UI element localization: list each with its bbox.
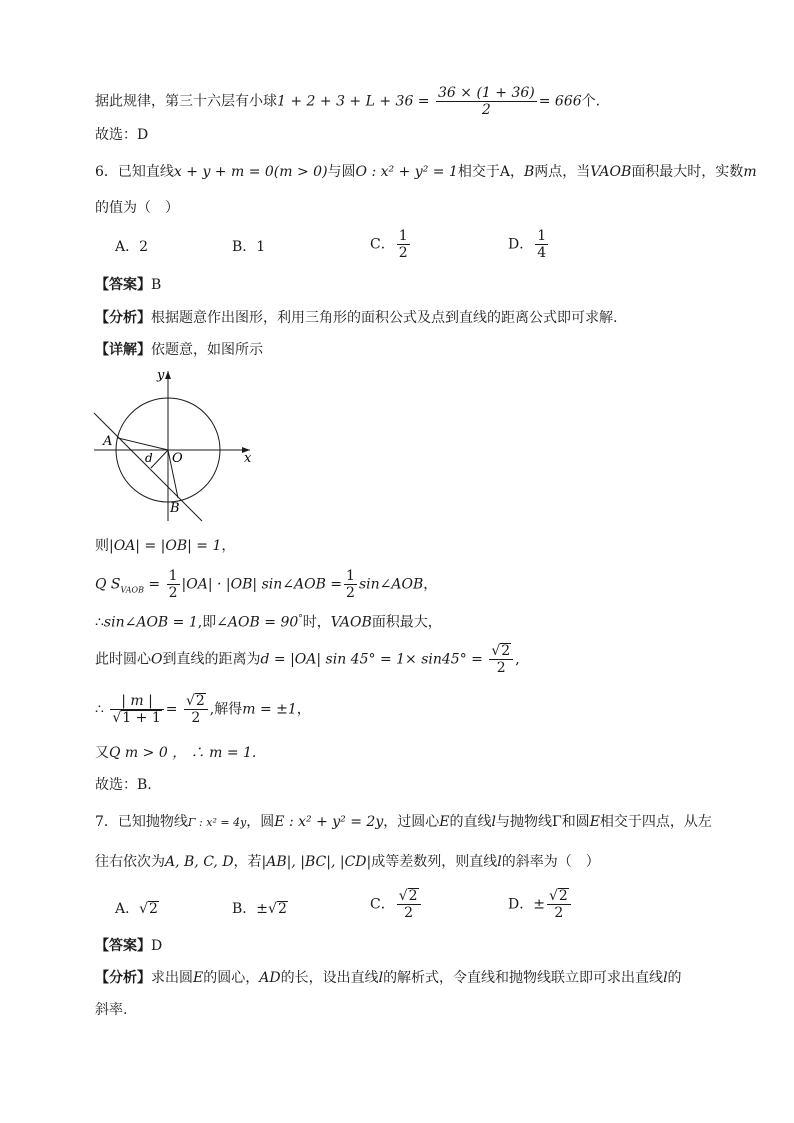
fraction: $\frac{36 \times (1 + 36)}{2}$ [438,85,535,118]
q7-analysis-cont: 斜率. [95,1002,128,1018]
answer-5: 故选：D [95,127,149,143]
label-a: A [103,434,113,449]
text: 据此规律，第三十六层有小球 [95,93,277,110]
math-expr: 1 + 2 + 3 + L + 36 = [277,93,430,110]
math-expr: = 666 [538,93,582,110]
q6-detail: 【详解】依题意，如图所示 [95,342,263,358]
q6-stem-line2: 的值为（ ） [95,200,179,216]
q6-stem-line1: 6．已知直线x + y + m = 0(m > 0)与圆O : x² + y² = 1相交于A，B两点，当VAOB面积最大时，实数m [95,164,757,180]
q7-option-a[interactable]: A．√2 [115,901,158,917]
secant-line [94,413,202,521]
q6-step-4: 此时圆心O到直线的距离为d = |OA| sin 45° = 1× sin45° = $\frac{√2}{2}$ , [95,643,520,676]
q7-option-c[interactable]: C． $\frac{√2}{2}$ [370,888,423,921]
q6-step-1: 则|OA| = |OB| = 1， [95,538,236,554]
q6-step-2: Q $S_{VAOB}$ = $\frac{1}{2}$ |OA| · |OB| sin∠AOB = $\frac{1}{2}$ sin∠AOB， [95,568,438,601]
q7-analysis: 【分析】求出圆E的圆心，AD的长，设出直线l的解析式，令直线和抛物线联立即可求出直线l的 [95,970,682,986]
intro-line: 据此规律，第三十六层有小球1 + 2 + 3 + L + 36 = $\frac{36 \times (1 + 36)}{2}$ = 666个. [95,85,601,118]
q6-option-a[interactable]: A．2 [115,239,149,255]
q7-stem-line1: 7．已知抛物线Γ : x² = 4y，圆E : x² + y² = 2y，过圆心E的直线l与抛物线Γ和圆E相交于四点，从左 [95,814,712,830]
label-d: d [145,451,153,465]
q6-step-6: 又Q m > 0 ， ∴ m = 1. [95,745,257,761]
q6-option-c[interactable]: C． $\frac{1}{2}$ [370,228,408,261]
q7-option-d[interactable]: D．± $\frac{√2}{2}$ [508,888,573,921]
label-b: B [170,501,180,516]
label-y: y [157,368,165,383]
q7-option-b[interactable]: B．±√2 [232,901,287,917]
label-x: x [244,451,252,466]
q7-answer: 【答案】D [95,938,163,954]
q6-final: 故选：B. [95,777,152,793]
q6-analysis: 【分析】根据题意作出图形，利用三角形的面积公式及点到直线的距离公式即可求解. [95,310,618,326]
q6-step-3: ∴sin∠AOB = 1,即∠AOB = 90°时，VAOB面积最大， [95,614,442,631]
label-o: O [172,451,183,466]
q6-option-b[interactable]: B．1 [232,239,266,255]
segment-d [151,450,168,468]
q7-stem-line2: 往右依次为A, B, C, D，若|AB|, |BC|, |CD|成等差数列，则直线l的斜率为（ ） [95,854,600,870]
q6-step-5: ∴ $\frac{| m |}{√1 + 1}$ = $\frac{√2}{2}$ ,解得m = ±1， [95,693,311,726]
q6-option-d[interactable]: D． $\frac{1}{4}$ [508,228,547,261]
y-axis-arrow [165,371,171,379]
q6-answer: 【答案】B [95,277,162,293]
circle-diagram [90,365,260,525]
